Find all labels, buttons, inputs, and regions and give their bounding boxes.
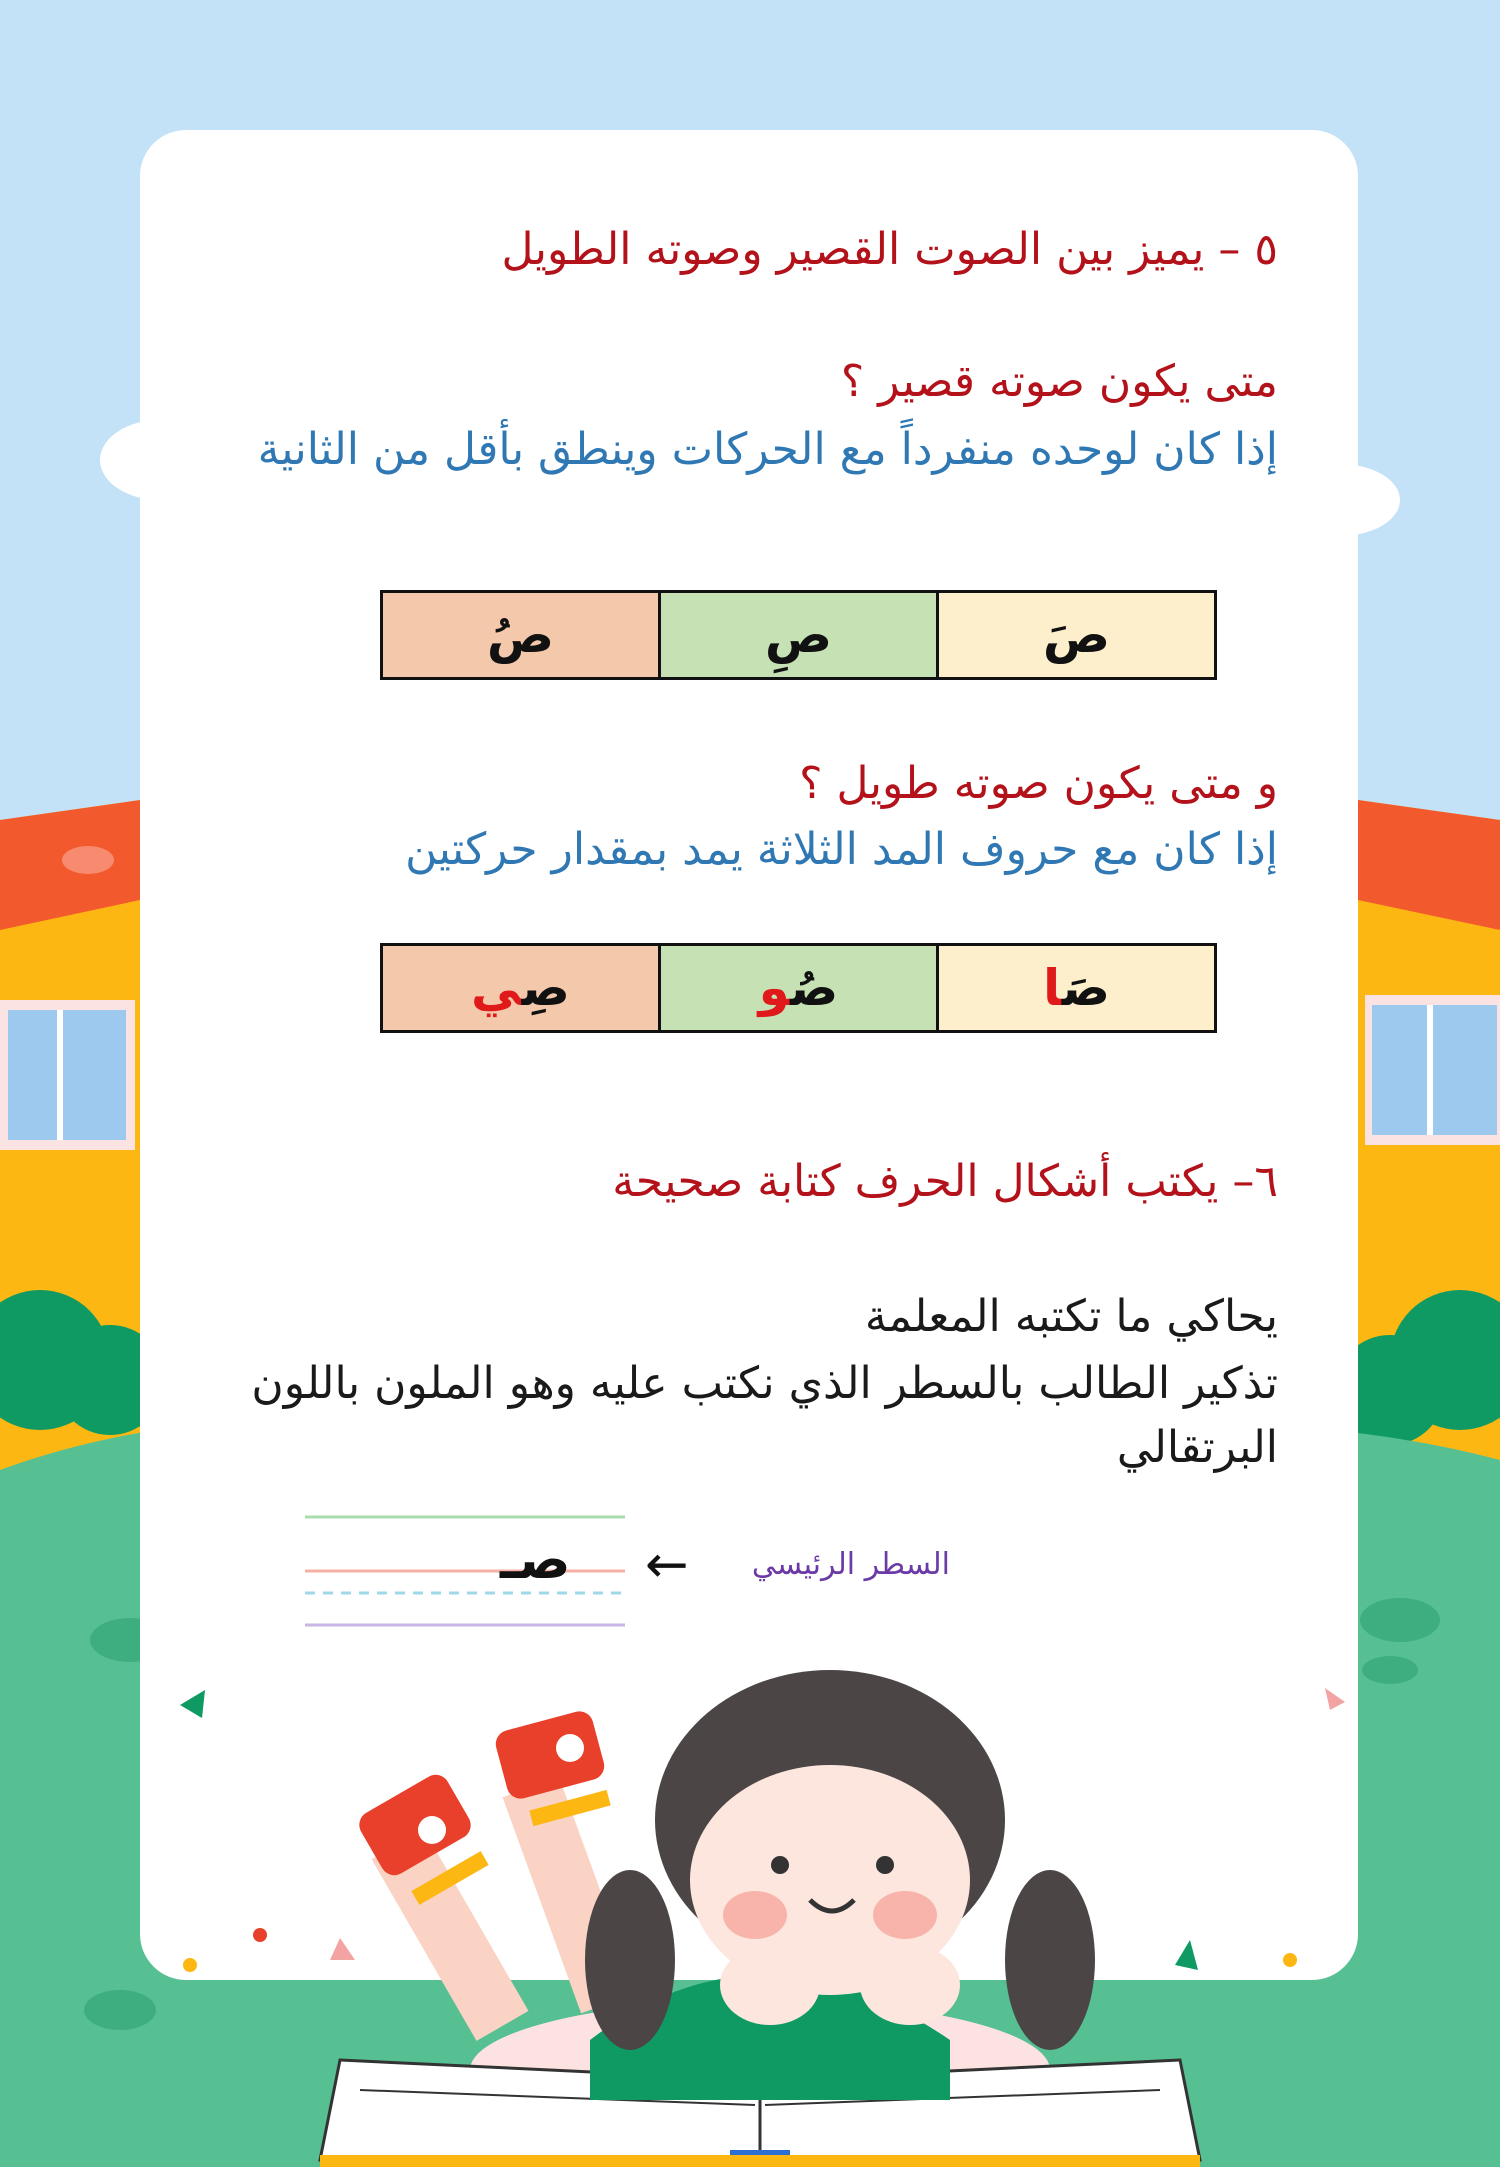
cell-fatha: صَ (938, 592, 1216, 679)
long-sound-answer: إذا كان مع حروف المد الثلاثة يمد بمقدار حركتين (405, 824, 1278, 875)
cell-alif-base: صَ (1061, 959, 1111, 1017)
girl-reading-book-icon (170, 1660, 1350, 2167)
guide-letter: صـ (500, 1528, 571, 1591)
short-sound-question: متى يكون صوته قصير ؟ (840, 356, 1278, 407)
arrow-icon: ← (645, 1535, 689, 1595)
cell-waw-madd (660, 945, 938, 1032)
long-vowels-table (380, 943, 1217, 1033)
cell-ya-base: صِ (521, 959, 570, 1017)
short-sound-answer: إذا كان لوحده منفرداً مع الحركات وينطق بأقل من الثانية (257, 424, 1278, 475)
cell-damma: صُ (382, 592, 660, 679)
cell-alif-madd (938, 945, 1216, 1032)
long-sound-question: و متى يكون صوته طويل ؟ (799, 758, 1278, 809)
section5-heading: ٥ – يميز بين الصوت القصير وصوته الطويل (501, 224, 1278, 275)
cell-waw-mark: و (758, 959, 791, 1017)
cell-kasra: صِ (660, 592, 938, 679)
cell-waw-base: صُ (790, 959, 839, 1017)
short-vowels-table (380, 590, 1217, 680)
main-line-label: السطر الرئيسي (751, 1547, 950, 1582)
cell-ya-mark: ي (471, 959, 522, 1017)
writing-guide-lines (305, 1505, 625, 1635)
reminder-line: تذكير الطالب بالسطر الذي نكتب عليه وهو الملون باللون البرتقالي (251, 1358, 1278, 1473)
section6-heading: ٦– يكتب أشكال الحرف كتابة صحيحة (612, 1156, 1278, 1207)
imitation-line: يحاكي ما تكتبه المعلمة (864, 1291, 1278, 1342)
cell-ya-madd (382, 945, 660, 1032)
cell-alif-mark: ا (1042, 959, 1062, 1017)
